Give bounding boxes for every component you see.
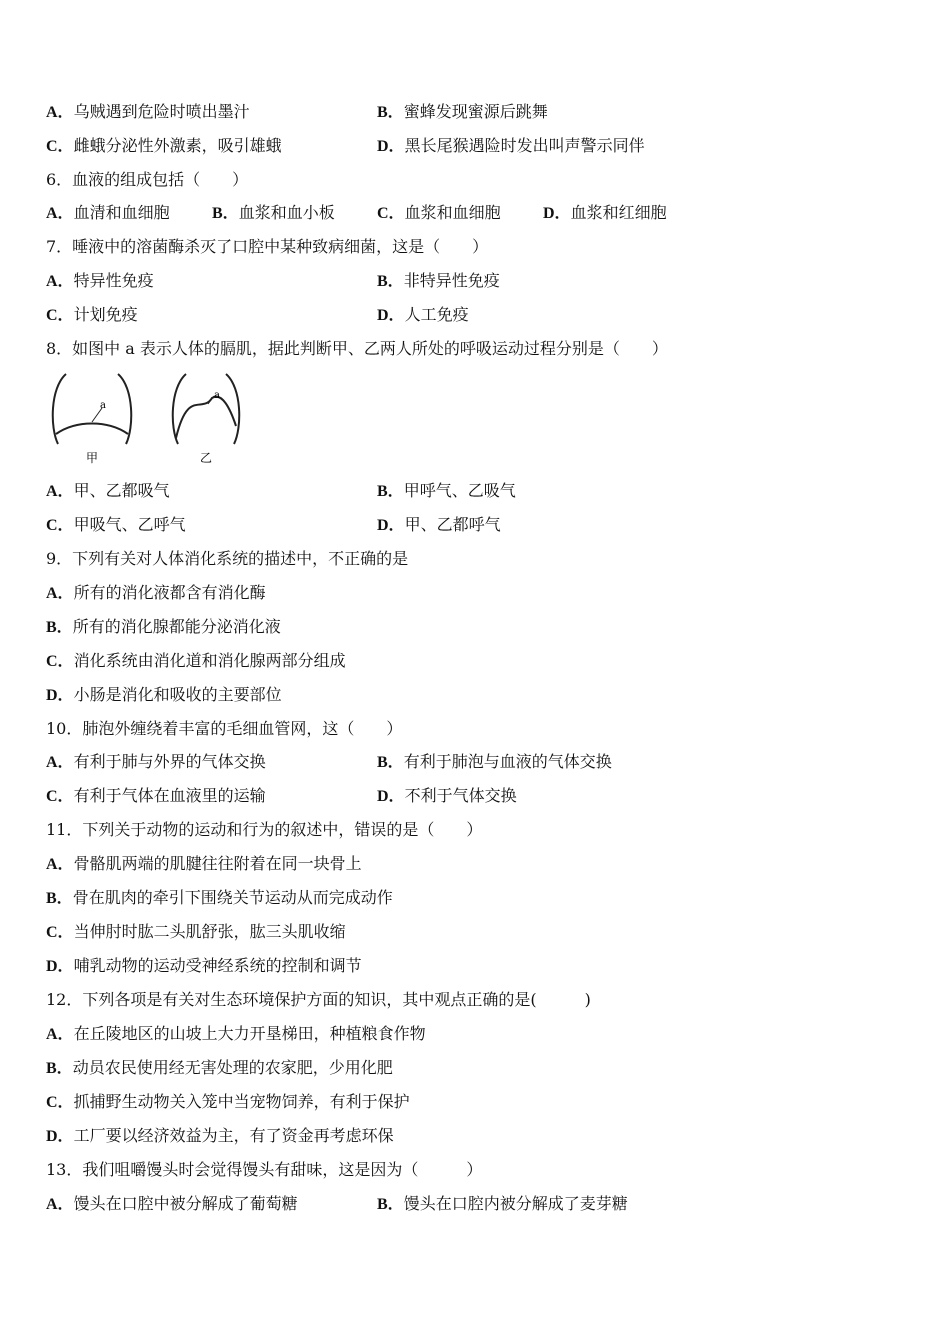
yi-caption: 乙	[200, 451, 213, 465]
q5-option-b: B．蜜蜂发现蜜源后跳舞	[377, 102, 548, 121]
q9-option-c: C．消化系统由消化道和消化腺两部分组成	[46, 651, 346, 670]
q5-option-c: C．雌蛾分泌性外激素，吸引雄蛾	[46, 136, 282, 155]
q8-option-c: C．甲吸气、乙呼气	[46, 515, 186, 534]
q7-option-b: B．非特异性免疫	[377, 271, 500, 290]
q9-option-b: B．所有的消化腺都能分泌消化液	[46, 617, 281, 636]
q7-option-d: D．人工免疫	[377, 305, 469, 324]
q12-option-b: B．动员农民使用经无害处理的农家肥，少用化肥	[46, 1058, 393, 1077]
q8-option-a: A．甲、乙都吸气	[46, 481, 170, 500]
yi-right-rib	[226, 374, 239, 444]
q11-option-c: C．当伸肘时肱二头肌舒张，肱三头肌收缩	[46, 922, 346, 941]
q10-option-d: D．不利于气体交换	[377, 786, 517, 805]
figure-jia	[53, 374, 132, 444]
q13-stem: 13．我们咀嚼馒头时会觉得馒头有甜味，这是因为（ ）	[46, 1160, 483, 1179]
q6-stem: 6．血液的组成包括（ ）	[46, 170, 249, 189]
q5-option-d: D．黑长尾猴遇险时发出叫声警示同伴	[377, 136, 645, 155]
jia-caption: 甲	[86, 451, 99, 465]
figure-yi	[173, 374, 240, 444]
q13-option-b: B．馒头在口腔内被分解成了麦芽糖	[377, 1194, 628, 1213]
yi-diaphragm	[176, 397, 236, 438]
q8-option-b: B．甲呼气、乙吸气	[377, 481, 516, 500]
q6-option-d: D．血浆和红细胞	[543, 203, 667, 222]
q6-option-b: B．血浆和血小板	[212, 203, 335, 222]
q11-option-a: A．骨骼肌两端的肌腱往往附着在同一块骨上	[46, 854, 362, 873]
q7-option-a: A．特异性免疫	[46, 271, 154, 290]
q9-option-a: A．所有的消化液都含有消化酶	[46, 583, 266, 602]
q12-stem: 12．下列各项是有关对生态环境保护方面的知识，其中观点正确的是( )	[46, 990, 591, 1009]
q7-option-c: C．计划免疫	[46, 305, 138, 324]
jia-label-a: a	[100, 400, 106, 411]
q12-option-c: C．抓捕野生动物关入笼中当宠物饲养，有利于保护	[46, 1092, 410, 1111]
q10-option-a: A．有利于肺与外界的气体交换	[46, 752, 266, 771]
q12-option-d: D．工厂要以经济效益为主，有了资金再考虑环保	[46, 1126, 394, 1145]
q9-option-d: D．小肠是消化和吸收的主要部位	[46, 685, 282, 704]
jia-diaphragm	[56, 424, 128, 435]
diaphragm-figure	[48, 368, 248, 466]
q9-stem: 9．下列有关对人体消化系统的描述中，不正确的是	[46, 549, 409, 568]
q8-stem: 8．如图中 a 表示人体的膈肌，据此判断甲、乙两人所处的呼吸运动过程分别是（ ）	[46, 339, 668, 358]
yi-label-a: a	[214, 390, 220, 401]
q12-option-a: A．在丘陵地区的山坡上大力开垦梯田，种植粮食作物	[46, 1024, 426, 1043]
q11-option-b: B．骨在肌肉的牵引下围绕关节运动从而完成动作	[46, 888, 393, 907]
jia-right-rib	[118, 374, 131, 444]
q5-option-a: A．乌贼遇到危险时喷出墨汁	[46, 102, 250, 121]
q8-option-d: D．甲、乙都呼气	[377, 515, 501, 534]
q11-stem: 11．下列关于动物的运动和行为的叙述中，错误的是（ ）	[46, 820, 483, 839]
q10-option-c: C．有利于气体在血液里的运输	[46, 786, 266, 805]
yi-left-rib	[173, 374, 186, 444]
q7-stem: 7．唾液中的溶菌酶杀灭了口腔中某种致病细菌，这是（ ）	[46, 237, 489, 256]
q6-option-c: C．血浆和血细胞	[377, 203, 501, 222]
q6-option-a: A．血清和血细胞	[46, 203, 170, 222]
q10-stem: 10．肺泡外缠绕着丰富的毛细血管网，这（ ）	[46, 719, 403, 738]
q13-option-a: A．馒头在口腔中被分解成了葡萄糖	[46, 1194, 298, 1213]
q10-option-b: B．有利于肺泡与血液的气体交换	[377, 752, 612, 771]
jia-left-rib	[53, 374, 66, 444]
q11-option-d: D．哺乳动物的运动受神经系统的控制和调节	[46, 956, 362, 975]
